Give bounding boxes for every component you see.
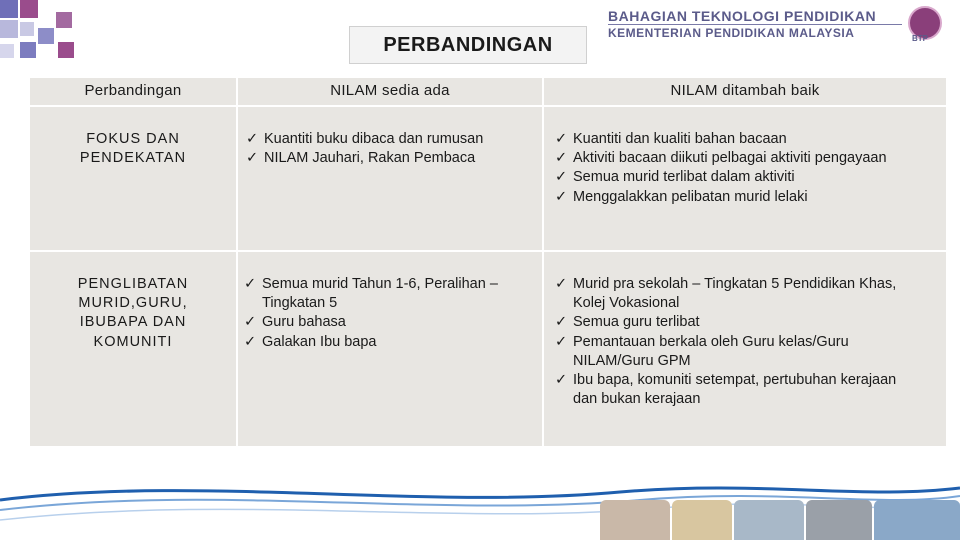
list-item: ✓ Ibu bapa, komuniti setempat, pertubuhan kerajaan dan bukan kerajaan (555, 372, 897, 408)
check-icon: ✓ (555, 150, 568, 167)
page-title: PERBANDINGAN (349, 26, 587, 64)
list-item: ✓ Aktiviti bacaan diikuti pelbagai aktiviti pengayaan (555, 149, 935, 168)
comparison-table (30, 78, 946, 446)
check-icon: ✓ (555, 169, 568, 186)
list-item: ✓ Semua murid Tahun 1-6, Peralihan – Tingkatan 5 (244, 276, 498, 312)
list-item: ✓ Kuantiti buku dibaca dan rumusan (246, 130, 506, 149)
header-existing: NILAM sedia ada (330, 82, 450, 99)
row-label-fokus: FOKUS DAN PENDEKATAN (79, 131, 187, 167)
list-item: ✓ Semua guru terlibat (555, 313, 915, 332)
improved-fokus (555, 130, 935, 207)
check-icon: ✓ (244, 314, 257, 331)
check-icon: ✓ (246, 131, 259, 147)
improved-penglibatan (555, 275, 915, 409)
header-improved: NILAM ditambah baik (670, 82, 820, 99)
list-item: ✓ Galakan Ibu bapa (244, 333, 514, 352)
row-label-penglibatan: PENGLIBATAN MURID,GURU, IBUBAPA DAN KOMUNITI (77, 276, 189, 350)
header-perbandingan: Perbandingan (84, 82, 182, 99)
ministry-name: KEMENTERIAN PENDIDIKAN MALAYSIA (608, 26, 855, 40)
list-item: ✓ Guru bahasa (244, 313, 514, 332)
agency-header (604, 4, 904, 44)
check-icon: ✓ (555, 131, 568, 147)
list-item: ✓ Semua murid terlibat dalam aktiviti (555, 168, 935, 187)
list-item: ✓ NILAM Jauhari, Rakan Pembaca (246, 149, 506, 168)
existing-penglibatan (244, 275, 514, 352)
check-icon: ✓ (555, 276, 568, 292)
list-item: ✓ Murid pra sekolah – Tingkatan 5 Pendidikan Khas, Kolej Vokasional (555, 276, 897, 312)
check-icon: ✓ (244, 276, 257, 292)
check-icon: ✓ (246, 150, 259, 167)
list-item: ✓ Pemantauan berkala oleh Guru kelas/Guru NILAM/Guru GPM (555, 333, 849, 369)
header-divider (608, 24, 902, 25)
check-icon: ✓ (555, 372, 568, 389)
existing-fokus (246, 130, 506, 168)
check-icon: ✓ (244, 333, 257, 350)
agency-name: BAHAGIAN TEKNOLOGI PENDIDIKAN (608, 8, 877, 24)
logo-text: BTP (912, 34, 928, 43)
check-icon: ✓ (555, 314, 568, 331)
list-item: ✓ Menggalakkan pelibatan murid lelaki (555, 188, 935, 207)
check-icon: ✓ (555, 188, 568, 205)
check-icon: ✓ (555, 333, 568, 350)
list-item: ✓ Kuantiti dan kualiti bahan bacaan (555, 130, 935, 149)
